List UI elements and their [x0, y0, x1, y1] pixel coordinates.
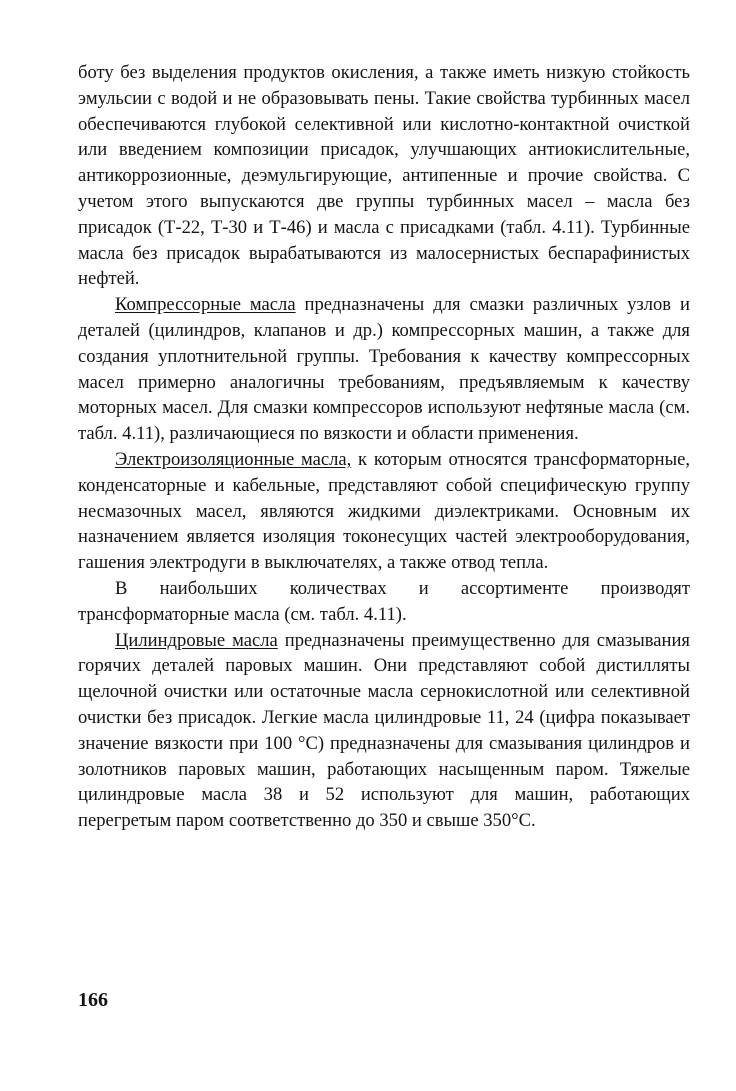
paragraph-turbine-oils-continued	[78, 60, 690, 292]
paragraph-text: предназначены преимущественно для смазывания горячих деталей паровых машин. Они представляют собой дистилляты щелочной очистки или остаточные масла сернокислотной или селективной очистки без присадок. Легкие масла цилиндровые 11, 24 (цифра показывает значение вязкости при 100 °С) предназначены для смазывания цилиндров и золотников паровых машин, работающих насыщенным паром. Тяжелые цилиндровые масла 38 и 52 используют для машин, работающих перегретым паром соответственно до 350 и свыше 350°С.	[78, 629, 690, 832]
paragraph-text: В наибольших количествах и ассортименте производят трансформаторные масла (см. табл. 4.11).	[78, 577, 690, 625]
paragraph-text: боту без выделения продуктов окисления, а также иметь низкую стойкость эмульсии с водой и не образовывать пены. Такие свойства турбинных масел обеспечиваются глубокой селективной или кислотно-контактной очисткой или введением композиции присадок, улучшающих антиокислительные, антикоррозионные, деэмульгирующие, антипенные и прочие свойства. С учетом этого выпускаются две группы турбинных масел – масла без присадок (Т-22, Т-30 и Т-46) и масла с присадками (табл. 4.11). Турбинные масла без присадок вырабатываются из малосернистых беспарафинистых нефтей.	[78, 62, 690, 290]
paragraph-cylinder-oils	[78, 628, 690, 834]
paragraph-text: к которым относятся трансформаторные, конденсаторные и кабельные, представляют собой специфическую группу несмазочных масел, являются жидкими диэлектриками. Основным их назначением является изоляция токонесущих частей электрооборудования, гашения электродуги в выключателях, а также отвод тепла.	[78, 448, 690, 574]
paragraph-compressor-oils	[78, 292, 690, 447]
term-insulating-oils: Электроизоляционные масла,	[115, 448, 352, 470]
page-number: 166	[78, 989, 108, 1011]
paragraph-transformer-oils	[78, 576, 690, 628]
term-compressor-oils: Компрессорные масла	[115, 294, 296, 316]
term-cylinder-oils: Цилиндровые масла	[115, 629, 278, 651]
paragraph-insulating-oils	[78, 447, 690, 576]
paragraph-text: предназначены для смазки различных узлов и деталей (цилиндров, клапанов и др.) компрессорных машин, а также для создания уплотнительной группы. Требования к качеству компрессорных масел примерно аналогичны требованиям, предъявляемым к качеству моторных масел. Для смазки компрессоров используют нефтяные масла (см. табл. 4.11), различающиеся по вязкости и области применения.	[78, 294, 690, 445]
page-body	[78, 60, 690, 834]
